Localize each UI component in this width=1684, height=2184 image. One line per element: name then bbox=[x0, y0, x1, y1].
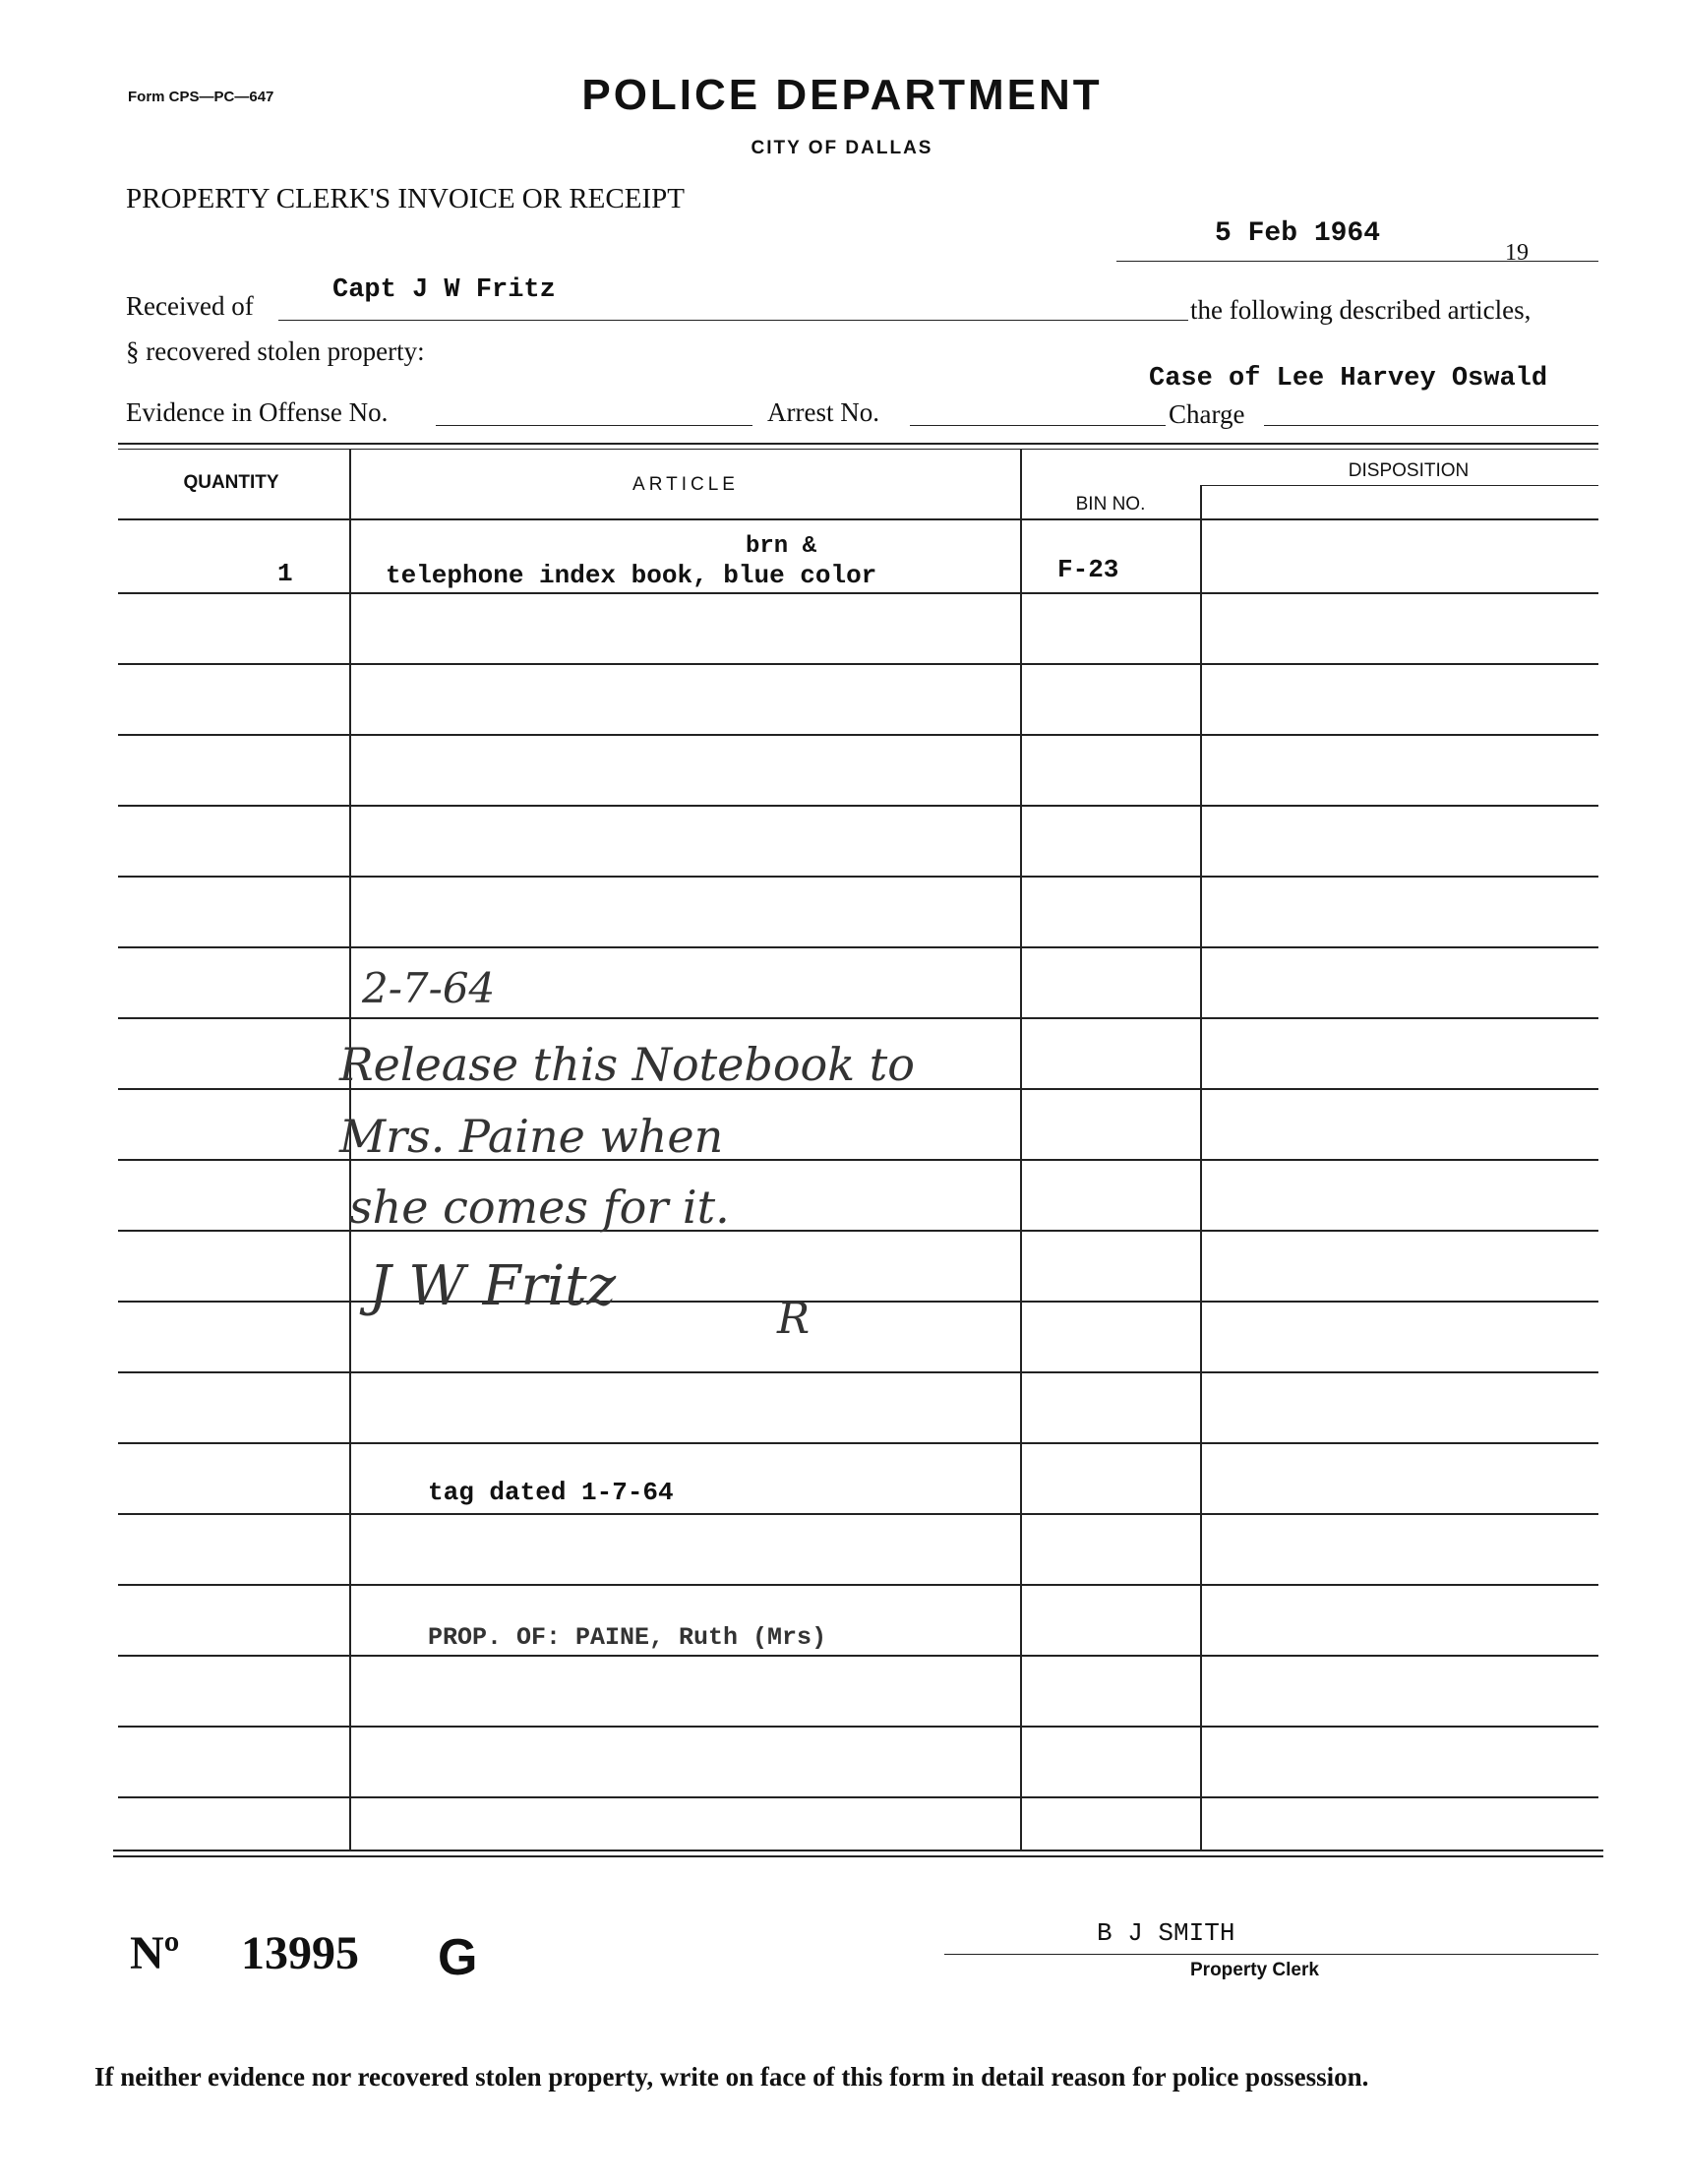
evidence-label: Evidence in Offense No. bbox=[126, 397, 389, 427]
row-bin: F-23 bbox=[1057, 555, 1119, 584]
prop-note: PROP. OF: PAINE, Ruth (Mrs) bbox=[428, 1623, 827, 1652]
disposition-header: DISPOSITION bbox=[1348, 460, 1470, 481]
case-of: Case of Lee Harvey Oswald bbox=[1149, 364, 1548, 394]
table-top-border bbox=[118, 443, 1598, 445]
bin-column-divider bbox=[1200, 485, 1202, 1850]
handwritten-initial: R bbox=[777, 1294, 811, 1344]
clerk-title: Property Clerk bbox=[1190, 1960, 1319, 1980]
footer-note: If neither evidence nor recovered stolen property, write on face of this form in detail reason for police possession. bbox=[94, 2062, 1369, 2092]
recovered-label: § recovered stolen property: bbox=[126, 336, 425, 366]
row-line bbox=[118, 1017, 1598, 1019]
arrest-underline bbox=[910, 425, 1166, 426]
row-line bbox=[118, 734, 1598, 736]
row-line bbox=[118, 592, 1598, 594]
clerk-name: B J SMITH bbox=[1097, 1918, 1235, 1948]
row-line bbox=[118, 1655, 1598, 1657]
received-of-suffix: the following described articles, bbox=[1190, 295, 1532, 325]
form-number: Form CPS—PC—647 bbox=[128, 89, 274, 105]
date-underline bbox=[1116, 261, 1598, 262]
table-top-border-inner bbox=[118, 449, 1598, 450]
date-year-prefix: 19 bbox=[1505, 240, 1529, 266]
row-line bbox=[118, 1726, 1598, 1728]
row-article-insert: brn & bbox=[746, 533, 817, 560]
article-header: ARTICLE bbox=[632, 474, 739, 495]
disposition-header-line bbox=[1202, 485, 1598, 486]
charge-label: Charge bbox=[1169, 399, 1245, 429]
handwritten-date: 2-7-64 bbox=[362, 964, 496, 1012]
row-line bbox=[118, 1442, 1598, 1444]
evidence-underline bbox=[436, 425, 752, 426]
clerk-signature-line bbox=[944, 1954, 1598, 1955]
row-article: telephone index book, blue color bbox=[386, 561, 877, 590]
row-line bbox=[118, 663, 1598, 665]
page-subtitle: CITY OF DALLAS bbox=[751, 138, 933, 158]
handwritten-signature: J W Fritz bbox=[369, 1254, 617, 1318]
row-line bbox=[118, 1584, 1598, 1586]
table-bottom-border bbox=[113, 1850, 1603, 1851]
row-line bbox=[118, 1796, 1598, 1798]
article-column-divider bbox=[1020, 449, 1022, 1850]
row-line bbox=[118, 1230, 1598, 1232]
table-bottom-border-inner bbox=[113, 1855, 1603, 1857]
row-line bbox=[118, 946, 1598, 948]
bin-no-header: BIN NO. bbox=[1075, 494, 1146, 515]
received-of-label: Received of bbox=[126, 291, 254, 321]
tag-note: tag dated 1-7-64 bbox=[428, 1478, 674, 1507]
arrest-label: Arrest No. bbox=[767, 397, 879, 427]
handwritten-line: Release this Notebook to bbox=[339, 1038, 915, 1091]
handwritten-line: she comes for it. bbox=[349, 1181, 730, 1234]
row-line bbox=[118, 1371, 1598, 1373]
row-line bbox=[118, 876, 1598, 878]
received-of-underline bbox=[278, 320, 1188, 321]
page-title: POLICE DEPARTMENT bbox=[581, 71, 1103, 119]
row-quantity: 1 bbox=[277, 559, 293, 588]
received-of-value: Capt J W Fritz bbox=[332, 275, 556, 305]
receipt-letter: G bbox=[438, 1929, 478, 1986]
receipt-number: 13995 bbox=[241, 1927, 359, 1979]
quantity-header: QUANTITY bbox=[183, 472, 279, 493]
form-name: PROPERTY CLERK'S INVOICE OR RECEIPT bbox=[126, 183, 685, 214]
row-line bbox=[118, 1301, 1598, 1303]
row-line bbox=[118, 805, 1598, 807]
row-line bbox=[118, 518, 1598, 520]
handwritten-line: Mrs. Paine when bbox=[339, 1110, 724, 1163]
date-value: 5 Feb 1964 bbox=[1215, 218, 1381, 249]
charge-underline bbox=[1264, 425, 1598, 426]
receipt-number-prefix: Nº bbox=[130, 1927, 180, 1979]
row-line bbox=[118, 1513, 1598, 1515]
